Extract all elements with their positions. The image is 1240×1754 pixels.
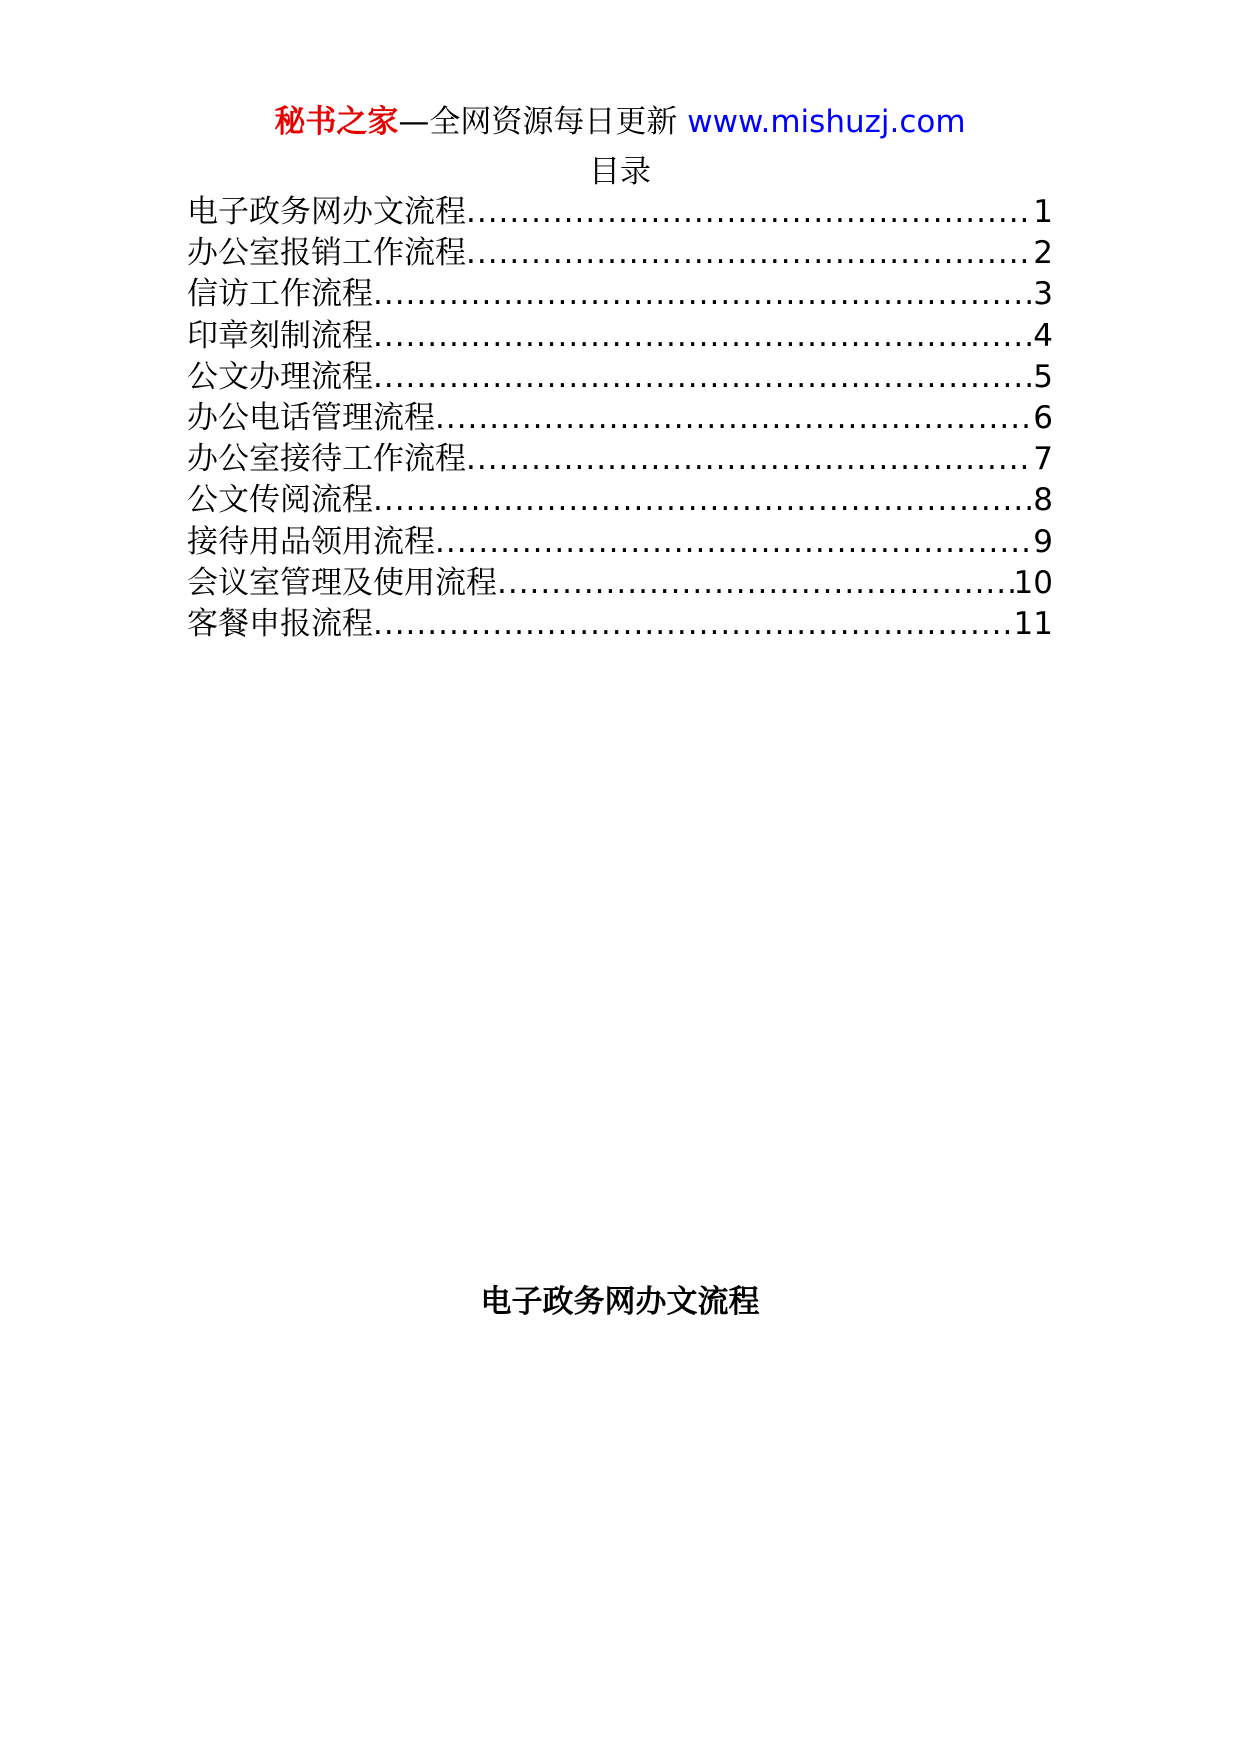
toc-dot-leader [373,604,1014,645]
header-tagline: —全网资源每日更新 [398,104,678,140]
toc-entry[interactable] [187,192,1053,233]
toc-entry-label: 客餐申报流程 [187,605,373,642]
toc-entry-label: 信访工作流程 [187,276,373,313]
toc-entry[interactable] [187,233,1053,274]
toc-entry-page: 9 [1033,523,1053,560]
toc-entry-label: 办公电话管理流程 [187,399,435,436]
toc-dot-leader [435,398,1033,439]
toc-entry-label: 办公室报销工作流程 [187,235,466,272]
toc-entry-label: 印章刻制流程 [187,317,373,354]
toc-entry-page: 2 [1033,235,1053,272]
toc-entry-page: 6 [1033,399,1053,436]
toc-entry-page: 1 [1033,194,1053,230]
toc-entry[interactable] [187,274,1053,315]
toc-dot-leader [466,192,1033,233]
toc-entry[interactable] [187,522,1053,563]
toc-entry-page: 11 [1013,605,1053,642]
toc-entry-page: 8 [1033,482,1053,519]
toc-entry-label: 会议室管理及使用流程 [187,564,497,601]
toc-entry[interactable] [187,604,1053,645]
toc-entry[interactable] [187,439,1053,480]
toc-entry-label: 公文传阅流程 [187,482,373,519]
toc-entry-page: 7 [1033,441,1053,478]
toc-entry-label: 办公室接待工作流程 [187,441,466,478]
toc-entry[interactable] [187,398,1053,439]
toc-dot-leader [373,357,1033,398]
section-title: 电子政务网办文流程 [480,1284,760,1320]
toc-dot-leader [466,233,1033,274]
toc-entry-page: 4 [1033,317,1053,354]
toc-dot-leader [435,522,1033,563]
toc-entry-page: 10 [1013,564,1053,601]
toc-entry-page: 3 [1033,276,1053,313]
toc-dot-leader [466,439,1033,480]
site-url-link[interactable]: www.mishuzj.com [687,104,966,140]
brand-name: 秘书之家 [274,104,399,140]
toc-dot-leader [373,274,1033,315]
toc-dot-leader [373,480,1033,521]
toc-entry-label: 电子政务网办文流程 [187,194,466,230]
table-of-contents [187,192,1053,645]
toc-entry[interactable] [187,480,1053,521]
toc-title: 目录 [589,154,651,190]
toc-entry[interactable] [187,357,1053,398]
toc-entry-label: 公文办理流程 [187,358,373,395]
toc-entry[interactable] [187,563,1053,604]
site-header [0,100,1240,144]
toc-entry[interactable] [187,316,1053,357]
toc-dot-leader [497,563,1014,604]
toc-dot-leader [373,316,1033,357]
toc-entry-label: 接待用品领用流程 [187,523,435,560]
toc-entry-page: 5 [1033,358,1053,395]
